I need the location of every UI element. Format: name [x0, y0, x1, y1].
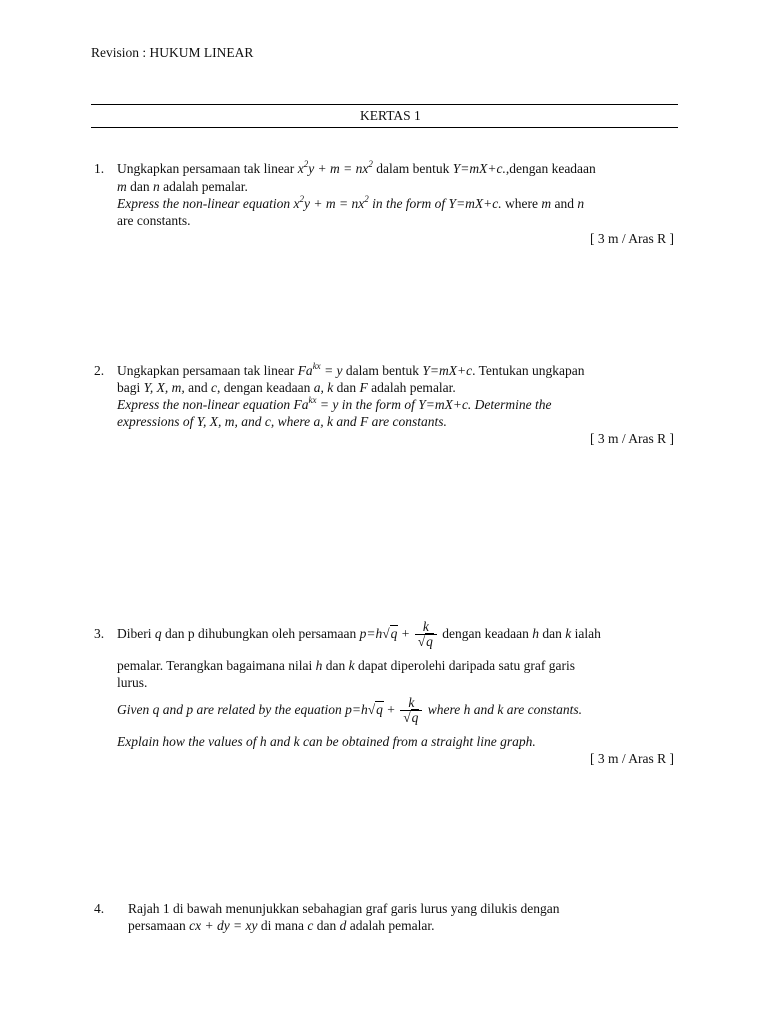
- q1-english-line-1: Express the non-linear equation $x^2y + m = nx^2$ in the form of Y=mX+c. where m and n: [117, 194, 585, 211]
- question-number: 3.: [94, 626, 105, 641]
- q3-english-line-1: Given q and p are related by the equation p=h√q + $\frac{k}{√q}$ where h and k are constants.: [117, 695, 583, 726]
- q2-malay-line-2: bagi Y, X, m, and c, dengan keadaan a, k dan F adalah pemalar.: [117, 380, 456, 395]
- q3-malay-line-1: Diberi q dan p dihubungkan oleh persamaan p=h√q + $\frac{k}{√q}$ dengan keadaan h dan k ialah: [117, 619, 601, 650]
- q4-malay-line-1: Rajah 1 di bawah menunjukkan sebahagian graf garis lurus yang dilukis dengan: [128, 901, 560, 916]
- document-header: Revision : HUKUM LINEAR: [91, 45, 254, 60]
- q3-english-line-2: Explain how the values of h and k can be obtained from a straight line graph.: [117, 734, 536, 749]
- q3-marks: [ 3 m / Aras R ]: [590, 751, 674, 766]
- q2-english-line-1: Express the non-linear equation $Fa^{kx} = y$ in the form of Y=mX+c. Determine the: [117, 395, 552, 412]
- q4-malay-line-2: persamaan cx + dy = xy di mana c dan d adalah pemalar.: [128, 918, 435, 933]
- q1-english-line-2: are constants.: [117, 213, 191, 228]
- q3-malay-line-2: pemalar. Terangkan bagaimana nilai h dan k dapat diperolehi daripada satu graf garis: [117, 658, 576, 673]
- q1-malay-line-1: Ungkapkan persamaan tak linear $x^2y + m = nx^2$ dalam bentuk Y=mX+c.,dengan keadaan: [117, 159, 596, 176]
- q2-marks: [ 3 m / Aras R ]: [590, 431, 674, 446]
- section-title: KERTAS 1: [360, 108, 421, 123]
- bottom-rule: [91, 127, 678, 128]
- q1-malay-line-2: m dan n adalah pemalar.: [117, 179, 248, 194]
- question-number: 2.: [94, 363, 105, 378]
- q2-english-line-2: expressions of Y, X, m, and c, where a, k and F are constants.: [117, 414, 447, 429]
- q3-malay-line-3: lurus.: [117, 675, 148, 690]
- question-number: 4.: [94, 901, 105, 916]
- q3-equation-english: p=h√q + $\frac{k}{√q}$: [345, 702, 428, 717]
- top-rule: [91, 104, 678, 105]
- q2-malay-line-1: Ungkapkan persamaan tak linear $Fa^{kx} = y$ dalam bentuk Y=mX+c. Tentukan ungkapan: [117, 361, 585, 378]
- q3-equation: p=h√q + $\frac{k}{√q}$: [360, 626, 443, 641]
- question-number: 1.: [94, 161, 105, 176]
- q1-marks: [ 3 m / Aras R ]: [590, 231, 674, 246]
